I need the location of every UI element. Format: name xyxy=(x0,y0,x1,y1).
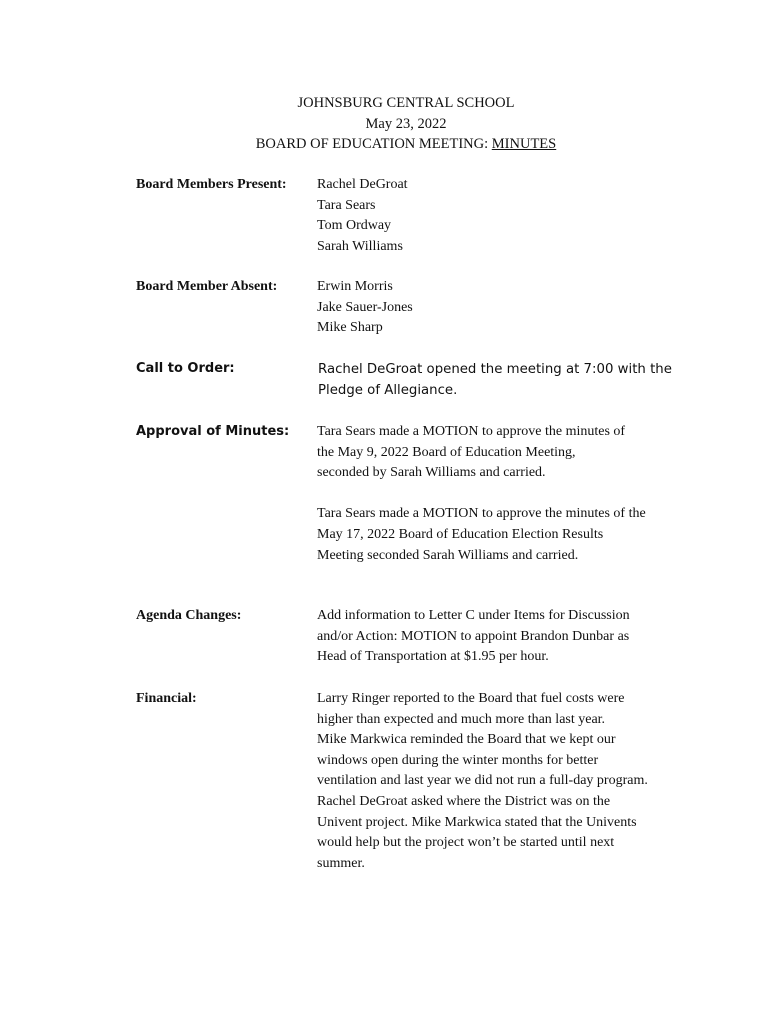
text-line: Rachel DeGroat opened the meeting at 7:00 with the xyxy=(318,362,672,377)
absent-name: Mike Sharp xyxy=(317,320,383,336)
text-line: Mike Markwica reminded the Board that we kept our xyxy=(317,732,616,748)
absent-name: Erwin Morris xyxy=(317,279,393,294)
text-line: Pledge of Allegiance. xyxy=(318,383,458,398)
text-line: Tara Sears made a MOTION to approve the minutes of xyxy=(317,424,626,439)
text-line: Head of Transportation at $1.95 per hour. xyxy=(317,649,549,665)
agenda-label: Agenda Changes: xyxy=(136,608,242,623)
present-name: Tom Ordway xyxy=(317,218,392,234)
text-line: and/or Action: MOTION to appoint Brandon Dunbar as xyxy=(317,628,630,644)
document-title xyxy=(0,134,770,155)
present-names xyxy=(317,175,687,257)
call-to-order-label: Call to Order: xyxy=(136,361,235,376)
call-to-order-text xyxy=(318,359,688,401)
absent-label: Board Member Absent: xyxy=(136,279,278,294)
title-prefix: BOARD OF EDUCATION MEETING: xyxy=(255,136,492,152)
present-name: Rachel DeGroat xyxy=(317,177,408,192)
text-line: Univent project. Mike Markwica stated that the Univents xyxy=(317,814,637,830)
text-line: seconded by Sarah Williams and carried. xyxy=(317,465,546,481)
financial-label: Financial: xyxy=(136,691,197,706)
school-name: JOHNSBURG CENTRAL SCHOOL xyxy=(297,95,515,111)
text-line: summer. xyxy=(317,855,365,871)
text-line: Tara Sears made a MOTION to approve the minutes of the xyxy=(317,506,646,522)
approval-text xyxy=(317,422,687,566)
text-line: ventilation and last year we did not run a full-day program. xyxy=(317,773,648,789)
absent-names xyxy=(317,277,687,339)
text-line: would help but the project won’t be started until next xyxy=(317,835,615,851)
text-line: Larry Ringer reported to the Board that fuel costs were xyxy=(317,691,625,706)
text-line: windows open during the winter months for better xyxy=(317,752,599,768)
present-label: Board Members Present: xyxy=(136,177,287,192)
present-name: Sarah Williams xyxy=(317,238,403,254)
document-header xyxy=(0,93,770,155)
text-line: May 17, 2022 Board of Education Election Results xyxy=(317,526,604,542)
present-name: Tara Sears xyxy=(317,197,376,213)
text-line: Add information to Letter C under Items for Discussion xyxy=(317,608,630,623)
text-line: Rachel DeGroat asked where the District was on the xyxy=(317,793,611,809)
meeting-date: May 23, 2022 xyxy=(365,115,447,132)
financial-text xyxy=(317,689,687,874)
text-line: Meeting seconded Sarah Williams and carried. xyxy=(317,547,579,563)
absent-name: Jake Sauer-Jones xyxy=(317,299,413,315)
title-minutes: MINUTES xyxy=(491,136,557,152)
text-line: the May 9, 2022 Board of Education Meeting, xyxy=(317,444,576,460)
approval-label: Approval of Minutes: xyxy=(136,424,290,439)
agenda-text xyxy=(317,606,687,668)
text-line: higher than expected and much more than last year. xyxy=(317,711,606,727)
